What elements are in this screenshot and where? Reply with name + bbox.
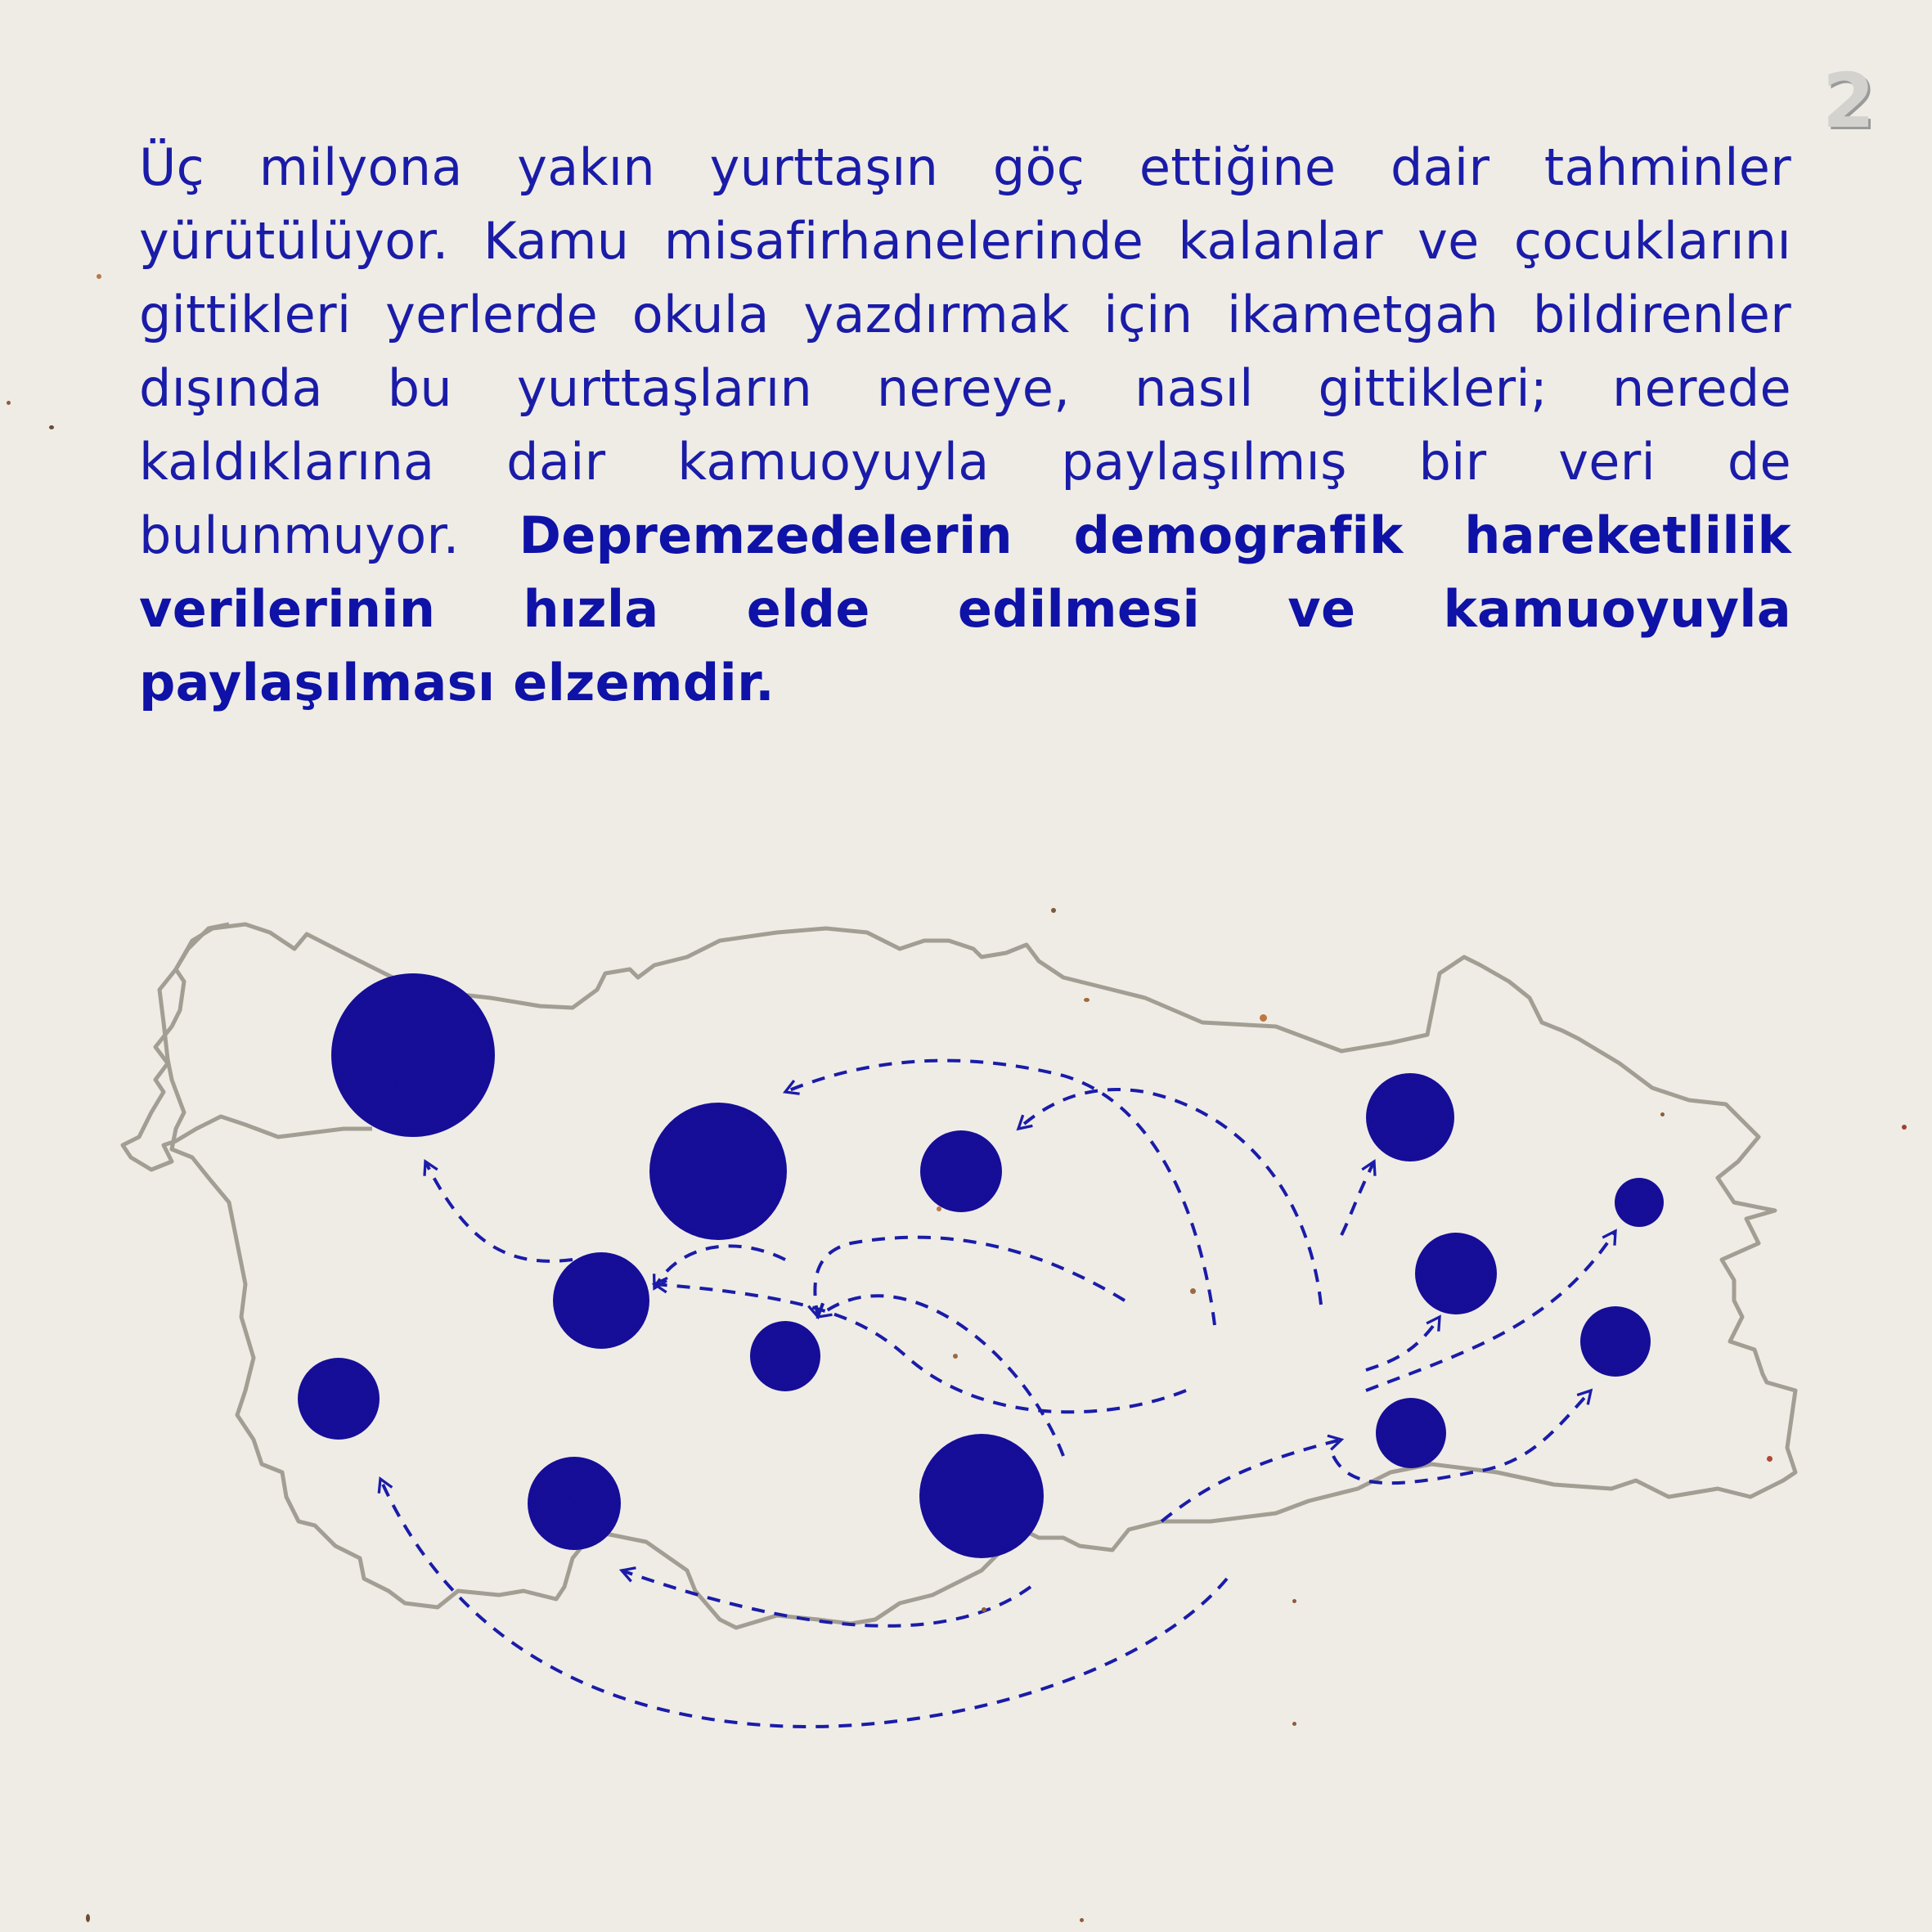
speck [1260,1014,1267,1022]
arrow-north-center [785,1061,1215,1325]
dot-van [1580,1306,1651,1377]
arrow-to-izmir [380,1479,1227,1727]
paragraph-regular: Üç milyona yakın yurttaşın göç ettiğine dair tahminler yürütülüyor. Kamu misafirhanelerinde kalanlar ve çocuklarını gittikleri yerlerde okula yazdırmak için ikametgah bildirenler dışında bu yurttaşların nereye, nasıl gittikleri; nerede kaldıklarına dair kamuoyuyla paylaşılmış bir veri de bulunmuyor. [139,137,1791,565]
speck [1902,1125,1907,1130]
speck [1767,1456,1772,1462]
dot-istanbul [331,973,495,1137]
dot-kars [1615,1178,1664,1227]
speck [1660,1112,1665,1117]
dot-afyon [553,1252,649,1349]
dot-mersin [919,1434,1044,1558]
speck [1292,1722,1296,1726]
dot-sanliurfa [1376,1398,1446,1468]
speck [982,1607,986,1612]
speck [86,1914,90,1922]
dot-konya [750,1321,820,1391]
arrow-mid-center [815,1238,1125,1317]
arrow-to-se [1161,1440,1341,1521]
dot-elazig [1415,1233,1497,1314]
speck [953,1354,958,1359]
dot-ankara [649,1103,787,1240]
arrow-to-northeast [1341,1161,1374,1235]
page-number: 2 [1822,57,1875,145]
paragraph-bold: Depremzedelerin demografik hareketlilik verilerinin hızla elde edilmesi ve kamuoyuyla paylaşılması elzemdir. [139,505,1791,712]
speck [1190,1288,1196,1294]
dot-erzurum [1366,1073,1454,1161]
speck [1051,908,1056,913]
arrow-center-west [654,1246,785,1288]
speck [1292,1599,1296,1603]
dot-antalya [528,1457,621,1550]
arrow-to-east-mid [1366,1317,1440,1370]
speck [937,1206,941,1211]
dot-izmir [298,1358,380,1440]
dot-kirikkale [920,1130,1002,1212]
speck [49,425,54,429]
speck [1084,998,1090,1002]
arrow-north-east-curve [1018,1090,1321,1305]
arrow-to-istanbul [425,1161,573,1261]
speck [97,274,101,279]
speck [7,401,11,405]
arrow-south-center [818,1296,1063,1456]
speck [1080,1918,1084,1922]
